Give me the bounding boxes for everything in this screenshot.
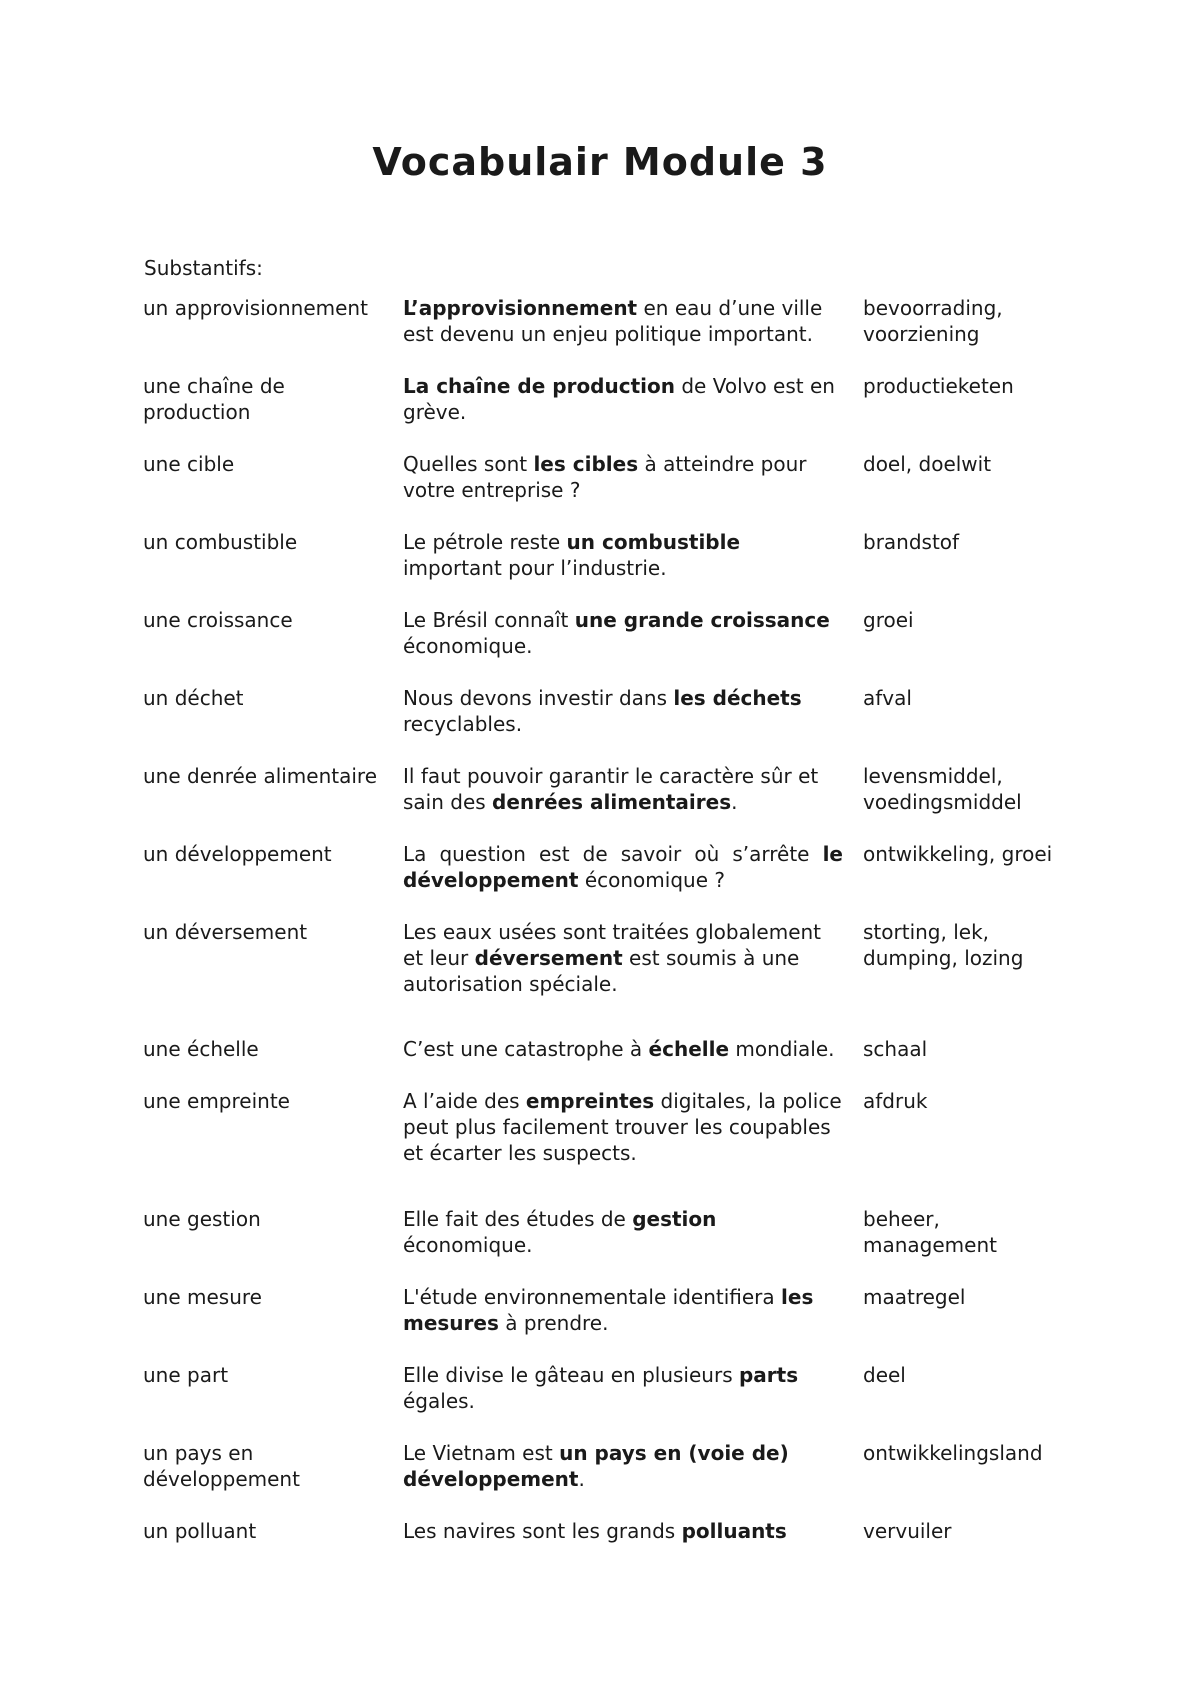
highlighted-term: polluants <box>681 1519 787 1543</box>
highlighted-term: échelle <box>648 1037 730 1061</box>
example-text: mondiale. <box>729 1037 835 1061</box>
term-cell: une denrée alimentaire <box>143 764 378 788</box>
example-cell <box>403 451 843 503</box>
page-title: Vocabulair Module 3 <box>372 140 828 184</box>
term-cell: un déchet <box>143 686 244 710</box>
example-text: économique. <box>403 1233 533 1257</box>
example-text: économique. <box>403 634 533 658</box>
translation-cell: schaal <box>863 1037 928 1061</box>
highlighted-term: denrées alimentaires <box>492 790 732 814</box>
example-text: à prendre. <box>498 1311 609 1335</box>
highlighted-term: empreintes <box>525 1089 655 1113</box>
highlighted-term: les mesures <box>403 1285 814 1335</box>
highlighted-term: un combustible <box>566 530 741 554</box>
translation-cell: beheer, management <box>863 1207 997 1257</box>
example-text: Nous devons investir dans <box>403 686 674 710</box>
translation-cell: bevoorrading, voorziening <box>863 296 1003 346</box>
example-cell <box>403 685 843 737</box>
highlighted-term: parts <box>738 1363 799 1387</box>
highlighted-term: les déchets <box>673 686 802 710</box>
translation-cell: productieketen <box>863 374 1014 398</box>
translation-cell: maatregel <box>863 1285 966 1309</box>
translation-cell: doel, doelwit <box>863 452 992 476</box>
highlighted-term: déversement <box>474 946 623 970</box>
term-cell: un combustible <box>143 530 298 554</box>
term-cell: une croissance <box>143 608 293 632</box>
term-cell: un déversement <box>143 920 308 944</box>
example-text: Le pétrole reste <box>403 530 567 554</box>
term-cell: un développement <box>143 842 332 866</box>
example-cell <box>403 1206 843 1258</box>
translation-cell: ontwikkelingsland <box>863 1441 1043 1465</box>
example-cell <box>403 1440 843 1492</box>
example-cell <box>403 1284 843 1336</box>
highlighted-term: gestion <box>632 1207 717 1231</box>
example-text: Elle divise le gâteau en plusieurs <box>403 1363 739 1387</box>
example-text: Les eaux usées sont traitées globalement et leur <box>403 920 822 970</box>
example-text: en eau d’une ville est devenu un enjeu politique important. <box>403 296 823 346</box>
example-cell <box>403 295 843 347</box>
example-cell <box>403 841 843 893</box>
example-text: de Volvo est en grève. <box>403 374 835 424</box>
highlighted-term: L’approvisionnement <box>403 296 638 320</box>
highlighted-term: les cibles <box>533 452 639 476</box>
highlighted-term: le développement <box>403 842 843 892</box>
example-text: Les navires sont les grands <box>403 1519 682 1543</box>
example-text: égales. <box>403 1389 475 1413</box>
example-text: recyclables. <box>403 712 523 736</box>
example-text: . <box>578 1467 585 1491</box>
example-cell <box>403 1362 843 1414</box>
example-cell <box>403 1088 843 1166</box>
example-text: C’est une catastrophe à <box>403 1037 649 1061</box>
section-label: Substantifs: <box>144 256 263 280</box>
example-text: Le Vietnam est <box>403 1441 560 1465</box>
translation-cell: brandstof <box>863 530 960 554</box>
example-text: à atteindre pour votre entreprise ? <box>403 452 807 502</box>
translation-cell: groei <box>863 608 914 632</box>
example-cell <box>403 1518 843 1544</box>
example-text: La question est de savoir où s’arrête <box>403 842 823 866</box>
example-cell <box>403 607 843 659</box>
highlighted-term: La chaîne de production <box>403 374 675 398</box>
example-text: Quelles sont <box>403 452 534 476</box>
translation-cell: levensmiddel, voedingsmiddel <box>863 764 1022 814</box>
example-cell <box>403 373 843 425</box>
example-cell <box>403 1036 843 1062</box>
translation-cell: vervuiler <box>863 1519 952 1543</box>
highlighted-term: une grande croissance <box>574 608 830 632</box>
example-text: Il faut pouvoir garantir le caractère sûr et sain des <box>403 764 819 814</box>
example-text: Elle fait des études de <box>403 1207 633 1231</box>
term-cell: une échelle <box>143 1037 259 1061</box>
term-cell: un approvisionnement <box>143 296 368 320</box>
example-text: A l’aide des <box>403 1089 526 1113</box>
term-cell: une cible <box>143 452 235 476</box>
translation-cell: afval <box>863 686 912 710</box>
term-cell: un polluant <box>143 1519 257 1543</box>
term-cell: une gestion <box>143 1207 261 1231</box>
term-cell: une empreinte <box>143 1089 290 1113</box>
example-cell <box>403 529 843 581</box>
translation-cell: ontwikkeling, groei <box>863 842 1053 866</box>
translation-cell: storting, lek, dumping, lozing <box>863 920 1024 970</box>
example-text: Le Brésil connaît <box>403 608 575 632</box>
term-cell: un pays en développement <box>143 1441 300 1491</box>
example-text: important pour l’industrie. <box>403 556 667 580</box>
example-cell <box>403 763 843 815</box>
term-cell: une mesure <box>143 1285 262 1309</box>
example-text: digitales, la police peut plus facilement trouver les coupables et écarter les suspects. <box>403 1089 842 1165</box>
example-text: . <box>731 790 738 814</box>
term-cell: une chaîne de production <box>143 374 285 424</box>
translation-cell: deel <box>863 1363 906 1387</box>
example-text: économique ? <box>578 868 725 892</box>
translation-cell: afdruk <box>863 1089 928 1113</box>
term-cell: une part <box>143 1363 229 1387</box>
example-text: est soumis à une autorisation spéciale. <box>403 946 800 996</box>
example-cell <box>403 919 843 997</box>
highlighted-term: un pays en (voie de) développement <box>403 1441 789 1491</box>
example-text: L'étude environnementale identifiera <box>403 1285 782 1309</box>
